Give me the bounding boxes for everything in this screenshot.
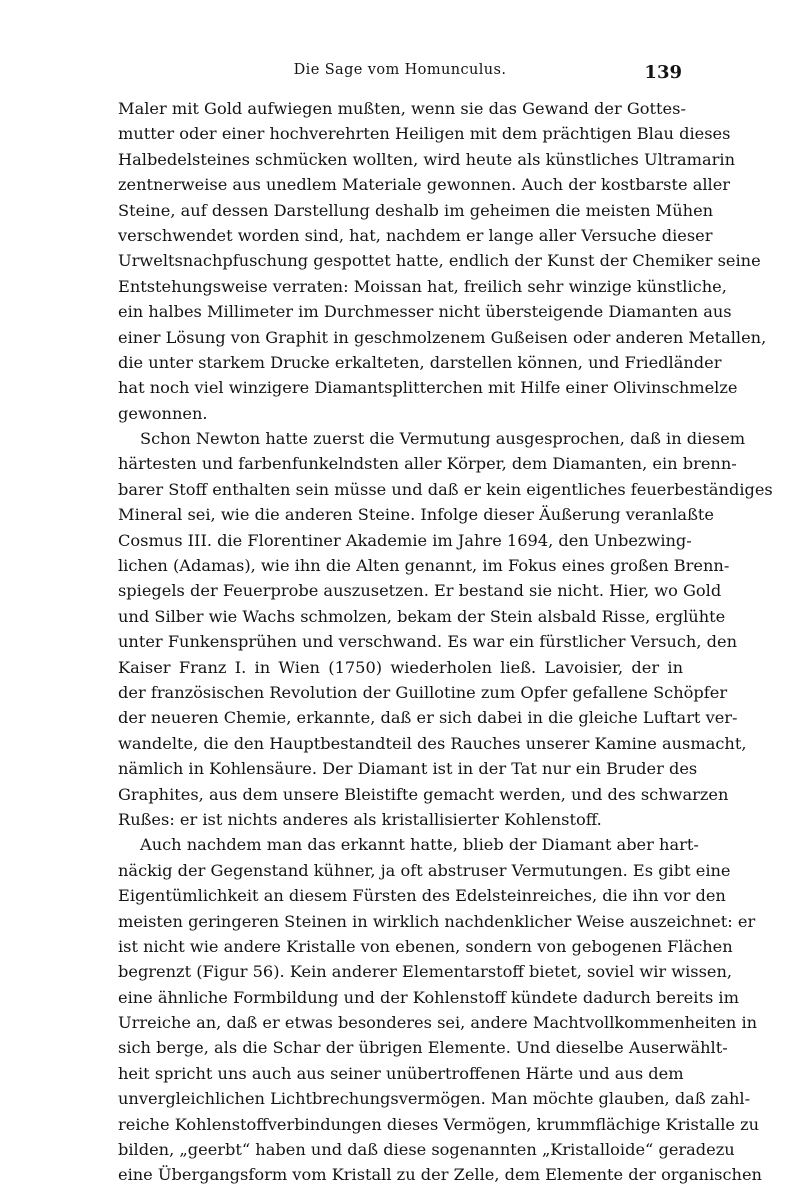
text-line: zentnerweise aus unedlem Materiale gewonnen. Auch der kostbarste aller xyxy=(118,175,731,195)
text-line: hat noch viel winzigere Diamantsplitterchen mit Hilfe einer Olivinschmelze xyxy=(118,378,738,398)
text-line: der neueren Chemie, erkannte, daß er sich dabei in die gleiche Luftart ver- xyxy=(118,708,738,728)
text-line: reiche Kohlenstoffverbindungen dieses Vermögen, krummflächige Kristalle zu xyxy=(118,1114,760,1134)
text-line: ein halbes Millimeter im Durchmesser nicht übersteigende Diamanten aus xyxy=(118,302,732,322)
text-line: Schon Newton hatte zuerst die Vermutung ausgesprochen, daß in diesem xyxy=(140,429,746,449)
text-line: Auch nachdem man das erkannt hatte, blieb der Diamant aber hart- xyxy=(140,835,699,855)
text-line: bilden, „geerbt“ haben und daß diese sogenannten „Kristalloide“ geradezu xyxy=(118,1140,735,1160)
text-line: verschwendet worden sind, hat, nachdem er lange aller Versuche dieser xyxy=(118,225,713,245)
text-line: unvergleichlichen Lichtbrechungsvermögen. Man möchte glauben, daß zahl- xyxy=(118,1089,751,1109)
text-line: Cosmus III. die Florentiner Akademie im Jahre 1694, den Unbezwing- xyxy=(118,530,692,550)
text-line: begrenzt (Figur 56). Kein anderer Elementarstoff bietet, soviel wir wissen, xyxy=(118,962,733,982)
text-line: härtesten und farbenfunkelndsten aller Körper, dem Diamanten, ein brenn- xyxy=(118,454,737,474)
text-line: Eigentümlichkeit an diesem Fürsten des Edelsteinreiches, die ihn vor den xyxy=(118,886,726,906)
text-line: barer Stoff enthalten sein müsse und daß er kein eigentliches feuerbeständiges xyxy=(118,479,773,499)
body-text xyxy=(118,96,773,1188)
text-line: meisten geringeren Steinen in wirklich nachdenklicher Weise auszeichnet: er xyxy=(118,911,756,931)
text-line: eine ähnliche Formbildung und der Kohlenstoff kündete dadurch bereits im xyxy=(118,987,739,1007)
text-line: einer Lösung von Graphit in geschmolzenem Gußeisen oder anderen Metallen, xyxy=(118,327,767,347)
text-line: unter Funkensprühen und verschwand. Es war ein fürstlicher Versuch, den xyxy=(118,632,737,652)
text-line: ist nicht wie andere Kristalle von ebenen, sondern von gebogenen Flächen xyxy=(118,936,733,956)
running-title: Die Sage vom Homunculus. xyxy=(293,62,507,78)
text-line: nämlich in Kohlensäure. Der Diamant ist in der Tat nur ein Bruder des xyxy=(118,759,698,779)
text-line: der französischen Revolution der Guillotine zum Opfer gefallene Schöpfer xyxy=(118,682,728,702)
text-line: eine Übergangsform vom Kristall zu der Zelle, dem Elemente der organischen xyxy=(118,1165,762,1185)
text-line: gewonnen. xyxy=(118,403,208,423)
text-line: näckig der Gegenstand kühner, ja oft abstruser Vermutungen. Es gibt eine xyxy=(118,860,731,880)
text-line: Urweltsnachpfuschung gespottet hatte, endlich der Kunst der Chemiker seine xyxy=(118,251,761,271)
text-line: Halbedelsteines schmücken wollten, wird heute als künstliches Ultramarin xyxy=(118,149,736,169)
text-line: Graphites, aus dem unsere Bleistifte gemacht werden, und des schwarzen xyxy=(118,784,729,804)
text-line: lichen (Adamas), wie ihn die Alten genannt, im Fokus eines großen Brenn- xyxy=(118,556,730,576)
text-line: Maler mit Gold aufwiegen mußten, wenn sie das Gewand der Gottes- xyxy=(118,99,686,118)
text-line: wandelte, die den Hauptbestandteil des Rauches unserer Kamine ausmacht, xyxy=(118,733,747,753)
text-line: Kaiser Franz I. in Wien (1750) wiederholen ließ. Lavoisier, der in xyxy=(118,657,683,677)
text-line: Rußes: er ist nichts anderes als kristallisierter Kohlenstoff. xyxy=(118,809,602,829)
text-line: Steine, auf dessen Darstellung deshalb im geheimen die meisten Mühen xyxy=(118,200,714,220)
text-line: die unter starkem Drucke erkalteten, darstellen können, und Friedländer xyxy=(118,352,722,372)
text-line: mutter oder einer hochverehrten Heiligen mit dem prächtigen Blau dieses xyxy=(118,124,731,144)
text-line: Mineral sei, wie die anderen Steine. Infolge dieser Äußerung veranlaßte xyxy=(118,505,714,525)
text-line: sich berge, als die Schar der übrigen Elemente. Und dieselbe Auserwählt- xyxy=(118,1038,728,1058)
text-line: und Silber wie Wachs schmolzen, bekam der Stein alsbald Risse, erglühte xyxy=(118,606,726,626)
text-line: heit spricht uns auch aus seiner unübertroffenen Härte und aus dem xyxy=(118,1063,684,1083)
text-line: spiegels der Feuerprobe auszusetzen. Er bestand sie nicht. Hier, wo Gold xyxy=(118,581,722,601)
text-line: Urreiche an, daß er etwas besonderes sei, andere Machtvollkommenheiten in xyxy=(118,1013,758,1033)
page-number: 139 xyxy=(644,62,682,83)
text-line: Entstehungsweise verraten: Moissan hat, freilich sehr winzige künstliche, xyxy=(118,276,727,296)
